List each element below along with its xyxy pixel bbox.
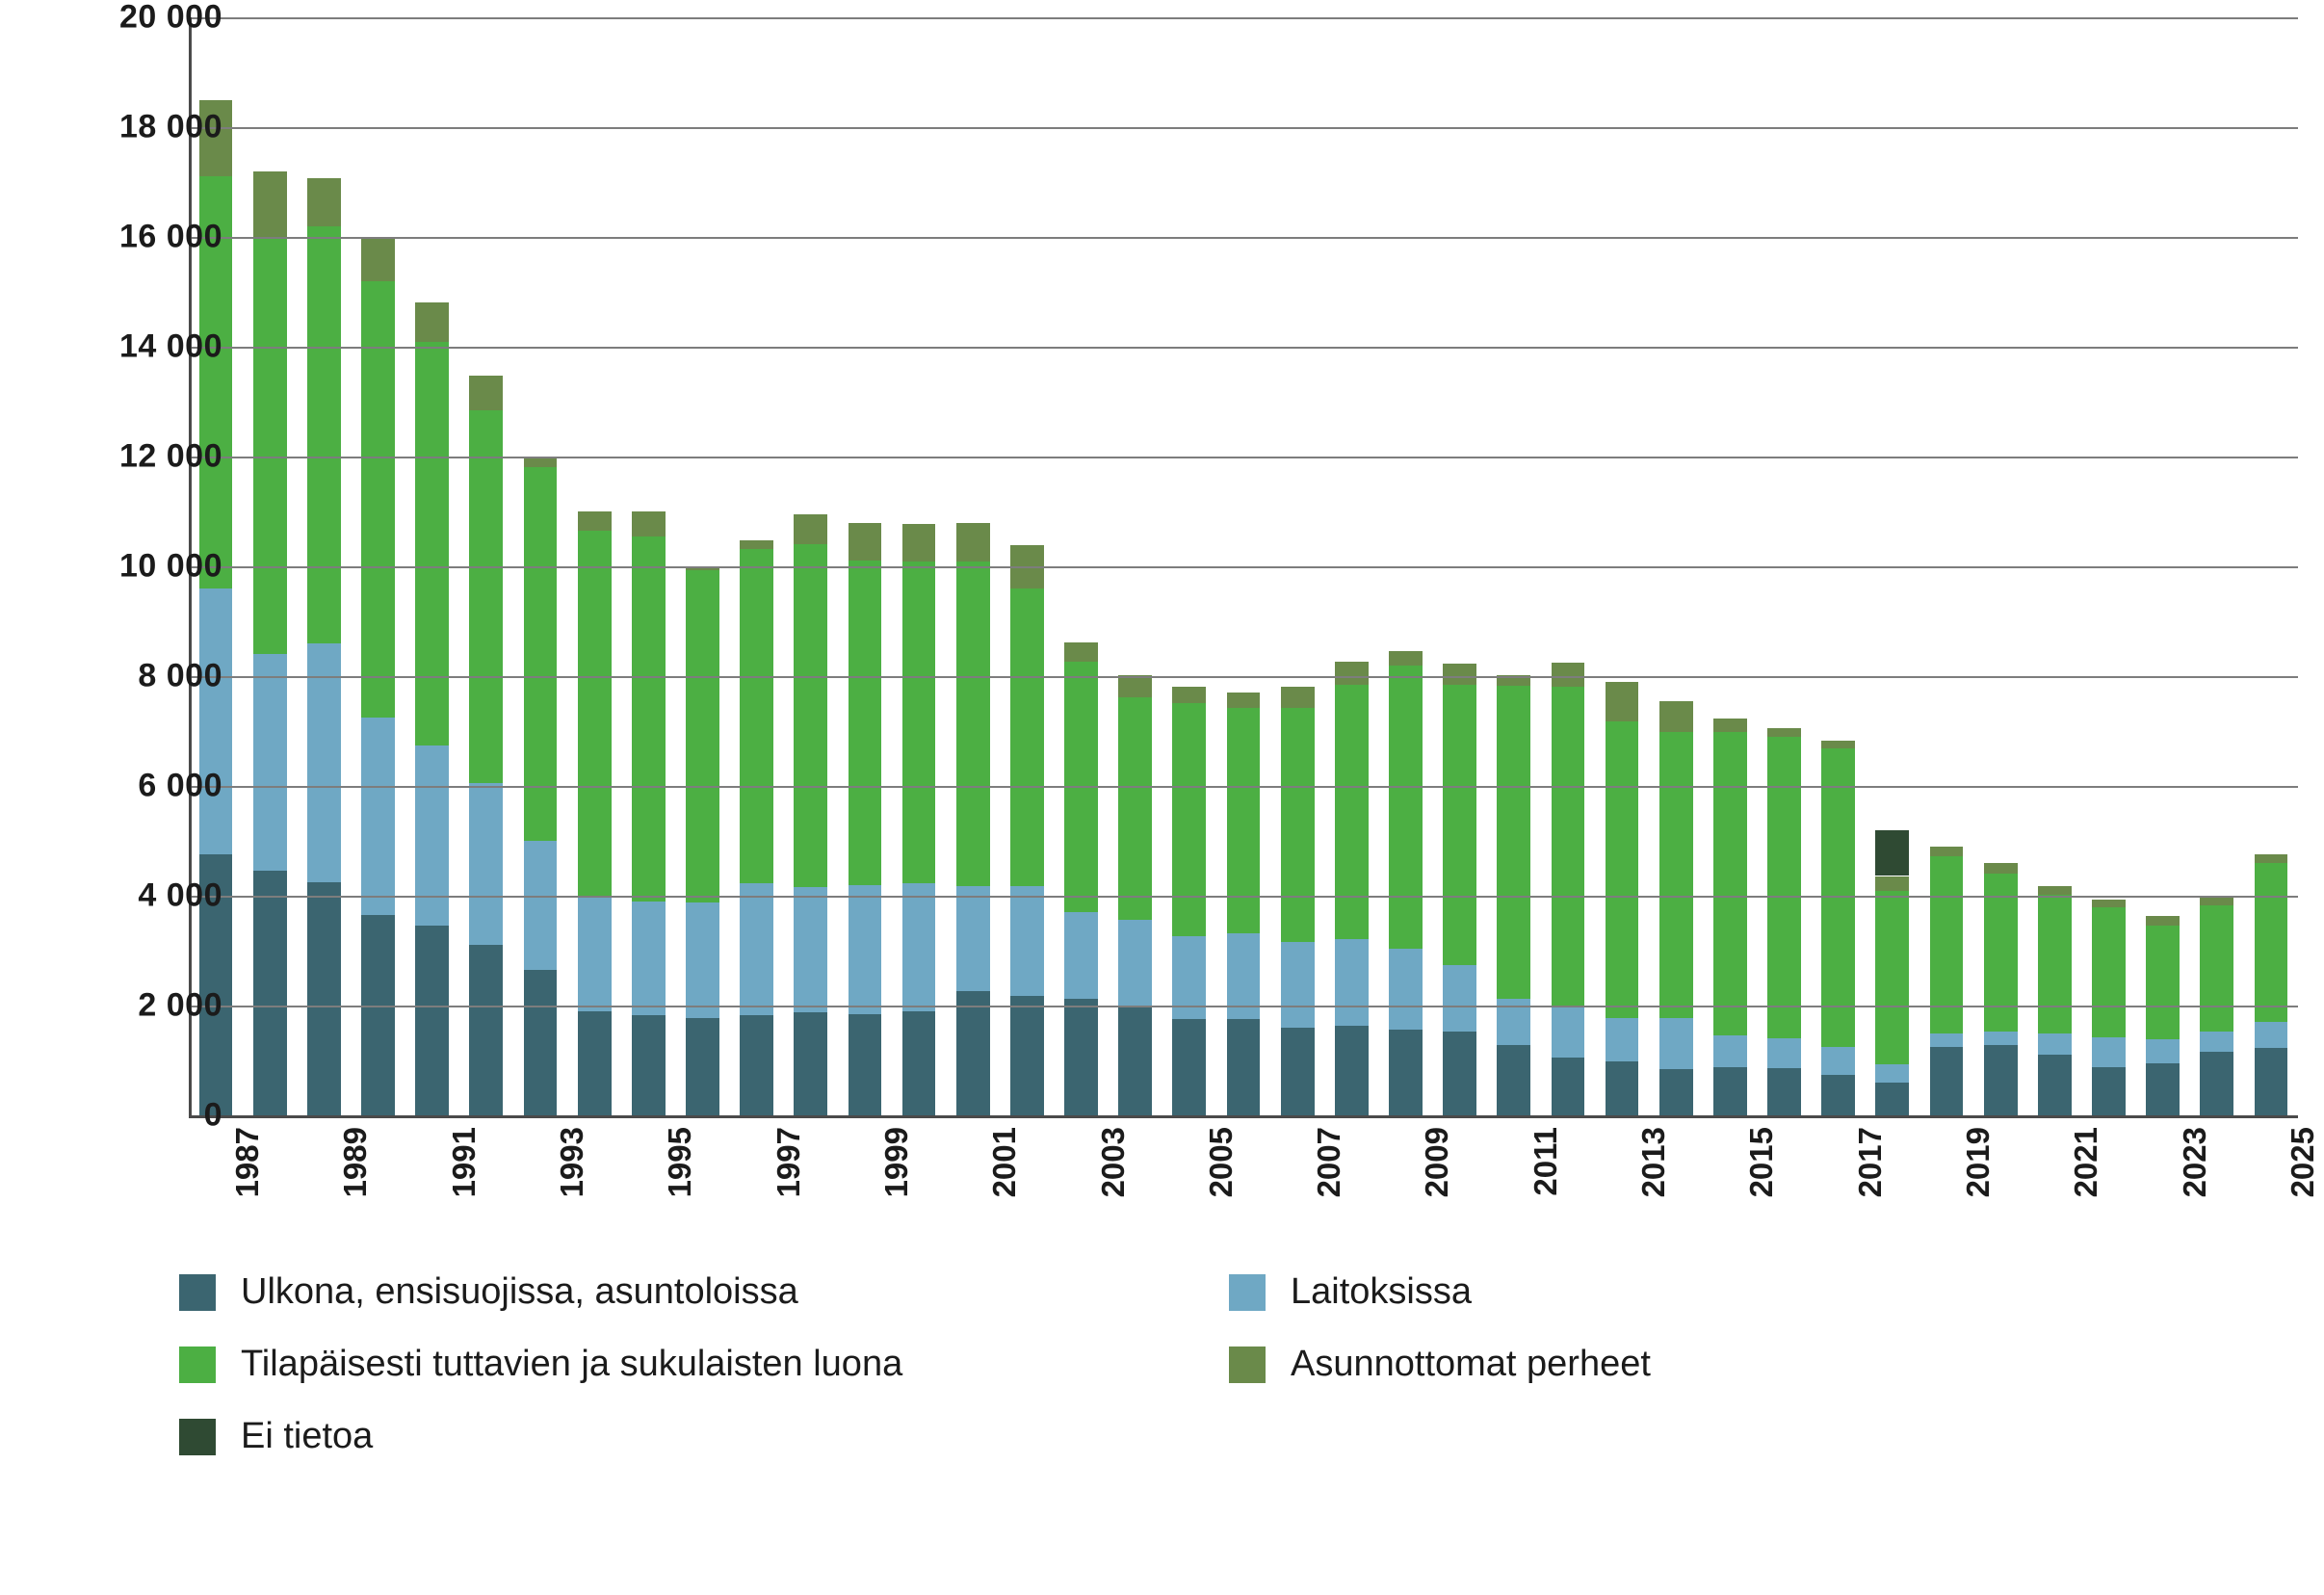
bar-segment — [2200, 1032, 2233, 1053]
bar-segment — [1821, 1075, 1855, 1115]
bar-segment — [1659, 1018, 1693, 1070]
bar-segment — [1118, 697, 1152, 920]
bar-segment — [361, 718, 395, 915]
bar-segment — [1984, 1032, 2018, 1045]
bar-segment — [415, 342, 449, 745]
legend-swatch-icon — [179, 1419, 216, 1455]
legend-swatch-icon — [1229, 1274, 1266, 1311]
bar-segment — [2038, 1055, 2072, 1115]
bar-segment — [1659, 732, 1693, 1017]
x-tick-label: 2007 — [1311, 1127, 1347, 1198]
bar-segment — [469, 945, 503, 1115]
bar-segment — [794, 1012, 827, 1115]
bar-segment — [849, 885, 882, 1014]
bar-segment — [849, 523, 882, 561]
bar-segment — [2200, 1052, 2233, 1115]
bar-segment — [361, 238, 395, 280]
chart-legend — [179, 1271, 2105, 1488]
bar-segment — [686, 902, 719, 1018]
legend-row — [179, 1416, 2105, 1457]
bar-segment — [1443, 664, 1476, 685]
bar-segment — [578, 511, 612, 531]
bar-segment — [1767, 1068, 1801, 1115]
x-tick-label: 2003 — [1094, 1127, 1131, 1198]
legend-item-asunnottomat-perheet — [1229, 1344, 1651, 1385]
legend-row — [179, 1344, 2105, 1385]
bar-segment — [307, 226, 341, 643]
x-tick-label: 2013 — [1635, 1127, 1672, 1198]
bar-segment — [686, 1018, 719, 1115]
bar-segment — [2255, 854, 2288, 864]
y-tick-label: 6 000 — [138, 767, 222, 804]
bar-segment — [632, 511, 666, 536]
bar-segment — [1606, 682, 1639, 721]
bar-segment — [415, 926, 449, 1115]
bar-segment — [1606, 721, 1639, 1018]
bar-segment — [1767, 1038, 1801, 1068]
x-tick-label: 1987 — [229, 1127, 266, 1198]
bar-segment — [632, 536, 666, 902]
bar-segment — [1281, 942, 1315, 1027]
bar-segment — [1497, 1045, 1530, 1115]
x-tick-label: 2005 — [1202, 1127, 1239, 1198]
bar-segment — [956, 523, 990, 562]
bar-segment — [469, 783, 503, 945]
bar-segment — [1010, 886, 1044, 996]
gridline — [189, 786, 2298, 788]
bar-segment — [1335, 1026, 1369, 1115]
gridline — [189, 237, 2298, 239]
bar-segment — [253, 237, 287, 654]
bar-segment — [1821, 748, 1855, 1048]
x-tick-label: 1993 — [554, 1127, 589, 1198]
bar-segment — [1389, 651, 1423, 666]
bar-segment — [632, 902, 666, 1016]
legend-label: Tilapäisesti tuttavien ja sukulaisten luona — [241, 1344, 903, 1384]
bar-segment — [415, 745, 449, 926]
bar-segment — [1389, 666, 1423, 949]
bar-segment — [1552, 687, 1585, 1006]
gridline — [189, 17, 2298, 19]
bar-segment — [2146, 926, 2180, 1040]
legend-item-ei-tietoa — [179, 1416, 1229, 1457]
bar-segment — [686, 570, 719, 902]
gridline — [189, 1115, 2298, 1118]
bar-segment — [1227, 708, 1261, 934]
y-tick-label: 12 000 — [119, 437, 222, 475]
bar-segment — [2038, 895, 2072, 1033]
gridline — [189, 676, 2298, 678]
bar-segment — [2255, 863, 2288, 1021]
y-tick-label: 2 000 — [138, 986, 222, 1024]
bar-segment — [849, 1014, 882, 1115]
bar-segment — [1821, 1047, 1855, 1075]
bar-segment — [1713, 1067, 1747, 1115]
legend-swatch-icon — [179, 1347, 216, 1383]
bar-segment — [2146, 916, 2180, 926]
x-tick-label: 2009 — [1419, 1127, 1455, 1198]
bar-segment — [2255, 1048, 2288, 1115]
gridline — [189, 1006, 2298, 1007]
bar-segment — [524, 841, 558, 970]
bar-segment — [1875, 1064, 1909, 1083]
bar-segment — [1443, 965, 1476, 1033]
bar-segment — [1281, 687, 1315, 708]
bar-segment — [1659, 701, 1693, 732]
bar-segment — [1659, 1069, 1693, 1115]
bar-segment — [253, 171, 287, 237]
bar-segment — [2092, 907, 2126, 1037]
bar-segment — [740, 540, 773, 549]
bar-segment — [1767, 728, 1801, 737]
bar-segment — [2092, 1037, 2126, 1068]
bar-segment — [1875, 876, 1909, 891]
x-tick-label: 1991 — [445, 1127, 482, 1198]
bar-segment — [1821, 741, 1855, 748]
bar-segment — [1172, 703, 1206, 936]
x-tick-label: 1989 — [337, 1127, 374, 1198]
bar-segment — [1930, 847, 1964, 856]
bar-segment — [1335, 685, 1369, 939]
y-tick-label: 18 000 — [119, 108, 222, 145]
gridline — [189, 566, 2298, 568]
bar-segment — [469, 410, 503, 784]
bar-segment — [1118, 920, 1152, 1006]
bar-segment — [1281, 708, 1315, 943]
bar-segment — [956, 991, 990, 1115]
legend-swatch-icon — [179, 1274, 216, 1311]
bar-segment — [1713, 732, 1747, 1035]
legend-item-tilapaisesti-tuttavien-ja-sukulaisten-luona — [179, 1344, 1229, 1385]
gridline — [189, 457, 2298, 458]
bar-segment — [1606, 1061, 1639, 1115]
bar-segment — [524, 467, 558, 841]
x-tick-label: 1997 — [770, 1127, 806, 1198]
bar-segment — [361, 915, 395, 1115]
bar-segment — [1875, 830, 1909, 876]
x-tick-label: 2015 — [1743, 1127, 1780, 1198]
bar-segment — [578, 531, 612, 896]
legend-item-laitoksissa — [1229, 1271, 1472, 1313]
bar-segment — [1118, 1006, 1152, 1115]
y-tick-label: 16 000 — [119, 218, 222, 255]
bar-segment — [2200, 905, 2233, 1032]
bar-segment — [1713, 719, 1747, 732]
x-tick-label: 2011 — [1527, 1127, 1563, 1196]
bar-segment — [1172, 687, 1206, 703]
bar-segment — [1713, 1035, 1747, 1067]
bar-segment — [1064, 642, 1098, 662]
x-tick-label: 2021 — [2068, 1127, 2104, 1198]
bar-segment — [1497, 686, 1530, 999]
legend-label: Ei tietoa — [241, 1416, 374, 1456]
bar-segment — [1767, 737, 1801, 1038]
bar-segment — [902, 524, 936, 562]
bar-segment — [2092, 1067, 2126, 1115]
bar-segment — [1064, 999, 1098, 1115]
bar-segment — [2092, 900, 2126, 907]
bar-segment — [1010, 996, 1044, 1115]
gridline — [189, 127, 2298, 129]
bar-segment — [2255, 1022, 2288, 1048]
bar-segment — [2146, 1039, 2180, 1063]
x-tick-label: 2019 — [1960, 1127, 1996, 1198]
bar-segment — [524, 458, 558, 467]
bar-segment — [1552, 1058, 1585, 1115]
bar-segment — [2146, 1063, 2180, 1115]
bar-segment — [740, 549, 773, 884]
bar-segment — [578, 1011, 612, 1115]
bar-segment — [956, 886, 990, 991]
bar-segment — [578, 896, 612, 1011]
x-tick-label: 2001 — [986, 1127, 1023, 1198]
bar-segment — [849, 561, 882, 884]
legend-item-ulkona-ensisuojissa-asuntoloissa — [179, 1271, 1229, 1313]
bar-segment — [1552, 663, 1585, 688]
x-tick-label: 2025 — [2284, 1127, 2320, 1198]
bar-segment — [469, 376, 503, 409]
plot-area — [189, 17, 2298, 1115]
bar-segment — [1984, 863, 2018, 873]
bar-segment — [956, 562, 990, 885]
bar-segment — [1875, 1083, 1909, 1115]
legend-row — [179, 1271, 2105, 1313]
bar-segment — [1389, 1030, 1423, 1115]
bar-segment — [415, 302, 449, 342]
bar-segment — [1227, 693, 1261, 708]
legend-swatch-icon — [1229, 1347, 1266, 1383]
bar-segment — [2038, 886, 2072, 895]
legend-label: Asunnottomat perheet — [1291, 1344, 1651, 1384]
bar-segment — [902, 883, 936, 1011]
bar-segment — [1443, 1032, 1476, 1115]
bar-segment — [1281, 1028, 1315, 1115]
y-tick-label: 4 000 — [138, 876, 222, 914]
bar-segment — [902, 562, 936, 882]
bar-segment — [1227, 1019, 1261, 1115]
bar-segment — [253, 871, 287, 1115]
y-tick-label: 0 — [203, 1096, 222, 1134]
bar-segment — [1443, 685, 1476, 965]
bar-segment — [794, 887, 827, 1012]
bar-segment — [307, 882, 341, 1115]
bar-segment — [307, 643, 341, 882]
bar-segment — [1118, 675, 1152, 697]
bar-segment — [1984, 1045, 2018, 1115]
bar-segment — [1335, 662, 1369, 686]
y-tick-label: 20 000 — [119, 0, 222, 36]
bar-segment — [1389, 949, 1423, 1030]
bar-segment — [740, 1015, 773, 1115]
gridline — [189, 896, 2298, 898]
bar-segment — [1064, 912, 1098, 1000]
bar-segment — [2038, 1033, 2072, 1056]
bar-segment — [253, 654, 287, 871]
y-tick-label: 10 000 — [119, 547, 222, 585]
bar-segment — [1930, 1047, 1964, 1115]
bar-segment — [632, 1015, 666, 1115]
x-tick-label: 2023 — [2176, 1127, 2212, 1198]
bar-segment — [794, 514, 827, 544]
bar-segment — [524, 970, 558, 1115]
bar-segment — [794, 544, 827, 887]
bar-segment — [1010, 588, 1044, 886]
bar-segment — [1172, 1019, 1206, 1115]
bar-segment — [1875, 891, 1909, 1064]
y-tick-label: 14 000 — [119, 327, 222, 365]
bar-segment — [1930, 1033, 1964, 1047]
gridline — [189, 347, 2298, 349]
x-tick-label: 1999 — [877, 1127, 914, 1198]
bar-segment — [902, 1011, 936, 1115]
bar-segment — [1335, 939, 1369, 1026]
x-tick-label: 2017 — [1851, 1127, 1888, 1198]
bar-segment — [199, 588, 233, 854]
legend-label: Laitoksissa — [1291, 1271, 1472, 1312]
y-tick-label: 8 000 — [138, 657, 222, 694]
bar-segment — [1552, 1006, 1585, 1058]
x-tick-label: 1995 — [662, 1127, 698, 1198]
bar-segment — [740, 883, 773, 1015]
bar-segment — [307, 178, 341, 226]
legend-label: Ulkona, ensisuojissa, asuntoloissa — [241, 1271, 798, 1312]
bar-segment — [1606, 1018, 1639, 1062]
